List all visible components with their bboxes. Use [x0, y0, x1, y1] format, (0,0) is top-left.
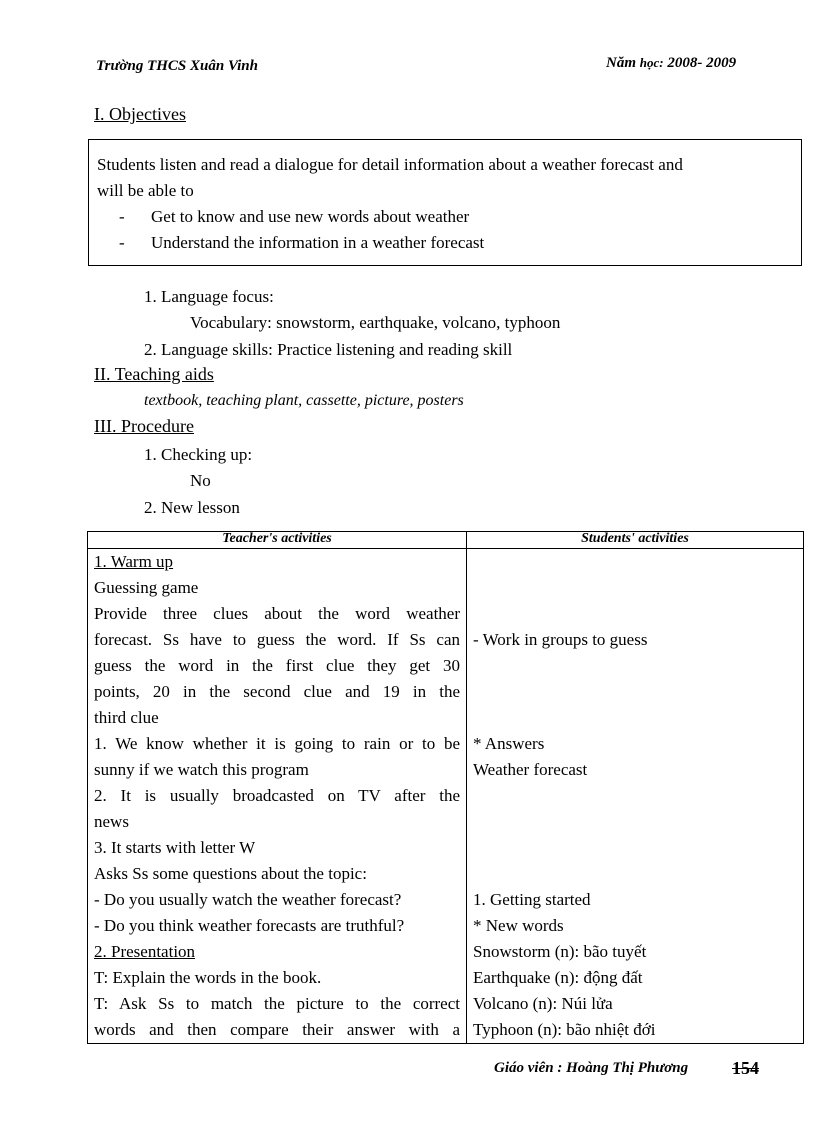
teacher-line: forecast. Ss have to guess the word. If Ss can — [94, 630, 460, 649]
teacher-line: words and then compare their answer with a — [94, 1020, 460, 1039]
student-line: Volcano (n): Núi lửa — [473, 994, 613, 1013]
student-line — [473, 783, 797, 809]
table-header-row — [88, 532, 804, 549]
checking-up-label: 1. Checking up: — [144, 445, 253, 464]
warm-up-heading: 1. Warm up — [94, 552, 174, 571]
teacher-activities-header: Teacher's activities — [88, 532, 467, 549]
objective-bullet — [97, 230, 793, 256]
teacher-line: 1. We know whether it is going to rain or to be — [94, 734, 460, 753]
teaching-aids-heading: II. Teaching aids — [94, 364, 214, 384]
vocabulary-label: Vocabulary: — [190, 313, 272, 332]
student-line: Typhoon (n): bão nhiệt đới — [473, 1020, 656, 1039]
student-line: * Answers — [473, 734, 545, 753]
student-line — [473, 835, 797, 861]
student-line — [473, 549, 797, 575]
objective-bullet — [97, 204, 793, 230]
teaching-aids-text: textbook, teaching plant, cassette, picture, posters — [144, 392, 464, 409]
year-label: học: — [639, 55, 664, 70]
student-line — [473, 861, 797, 887]
objective-text: Understand the information in a weather forecast — [151, 233, 485, 252]
teacher-line: T: Explain the words in the book. — [94, 968, 322, 987]
teacher-line: sunny if we watch this program — [94, 760, 309, 779]
teacher-line: points, 20 in the second clue and 19 in the — [94, 682, 460, 701]
teacher-line: news — [94, 812, 129, 831]
new-lesson-label: 2. New lesson — [144, 498, 240, 517]
student-line — [473, 653, 797, 679]
objectives-heading: I. Objectives — [94, 104, 186, 124]
teacher-line: 3. It starts with letter W — [94, 838, 256, 857]
year-value: 2008- 2009 — [667, 55, 737, 71]
language-skills-line — [144, 337, 512, 363]
objective-text: Get to know and use new words about weather — [151, 207, 470, 226]
school-name: Trường THCS Xuân Vinh — [96, 58, 258, 74]
language-focus-label: 1. Language focus: — [144, 287, 274, 306]
vocabulary-line — [190, 310, 560, 336]
page-number: 154 — [732, 1058, 759, 1078]
vocabulary-text: snowstorm, earthquake, volcano, typhoon — [276, 313, 561, 332]
teacher-line: Guessing game — [94, 578, 199, 597]
students-cell — [467, 549, 804, 1044]
teacher-line: Asks Ss some questions about the topic: — [94, 864, 367, 883]
objectives-box — [88, 139, 802, 266]
checking-up-value: No — [190, 471, 211, 490]
student-line: 1. Getting started — [473, 890, 591, 909]
teacher-cell — [88, 549, 467, 1044]
student-line: - Work in groups to guess — [473, 630, 648, 649]
school-year — [606, 55, 736, 72]
teacher-line: Provide three clues about the word weather — [94, 604, 460, 623]
teacher-name-footer: Giáo viên : Hoàng Thị Phương — [494, 1060, 689, 1076]
objectives-intro-line2: will be able to — [97, 181, 194, 200]
bullet-mark: - — [119, 207, 125, 226]
objectives-intro-line1: Students listen and read a dialogue for detail information about a weather forecast and — [97, 155, 683, 174]
student-line: Weather forecast — [473, 760, 588, 779]
student-line: * New words — [473, 916, 564, 935]
teacher-line: - Do you usually watch the weather forecast? — [94, 890, 402, 909]
teacher-line: - Do you think weather forecasts are truthful? — [94, 916, 405, 935]
teacher-line: third clue — [94, 708, 159, 727]
table-body-row — [88, 549, 804, 1044]
teacher-line: T: Ask Ss to match the picture to the correct — [94, 994, 460, 1013]
bullet-mark: - — [119, 233, 125, 252]
student-line — [473, 575, 797, 601]
activities-table — [87, 531, 804, 1044]
student-line — [473, 705, 797, 731]
student-line — [473, 809, 797, 835]
skills-text: Practice listening and reading skill — [277, 340, 513, 359]
student-line — [473, 679, 797, 705]
student-line: Earthquake (n): động đất — [473, 968, 643, 987]
student-line: Snowstorm (n): bão tuyết — [473, 942, 647, 961]
student-line — [473, 601, 797, 627]
students-activities-header: Students' activities — [467, 532, 804, 549]
teacher-line: guess the word in the first clue they get 30 — [94, 656, 460, 675]
skills-label: 2. Language skills: — [144, 340, 273, 359]
teacher-line: 2. It is usually broadcasted on TV after the — [94, 786, 460, 805]
presentation-heading: 2. Presentation — [94, 942, 196, 961]
year-prefix: Năm — [606, 55, 636, 71]
procedure-heading: III. Procedure — [94, 416, 194, 436]
